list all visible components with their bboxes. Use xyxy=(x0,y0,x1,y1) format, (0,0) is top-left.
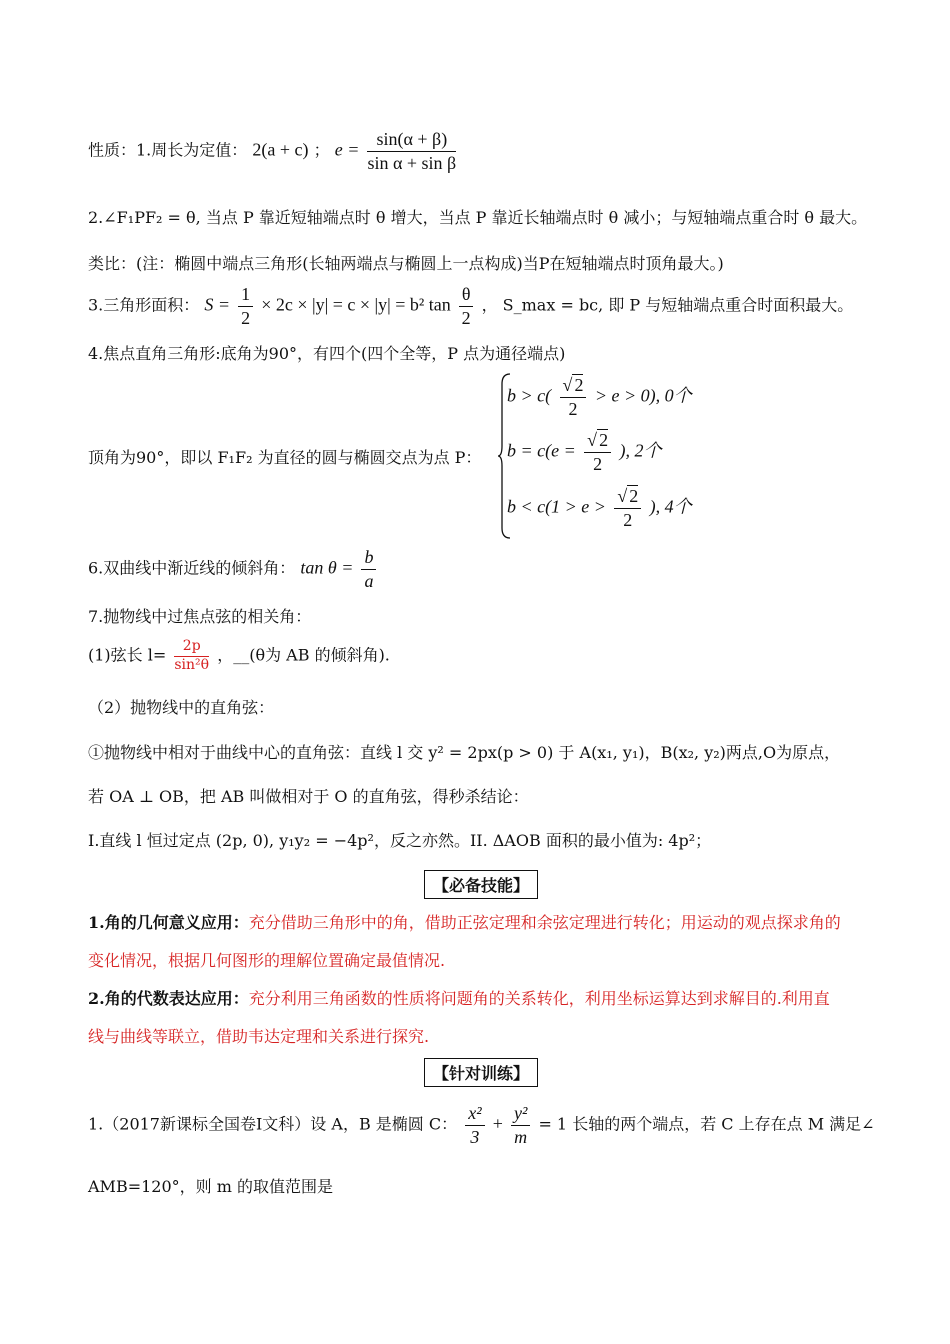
property-6: 6.双曲线中渐近线的倾斜角： tan θ = $\frac{b}{a}$ xyxy=(88,546,379,592)
analogy-note: 类比：(注：椭圆中端点三角形(长轴两端点与椭圆上一点构成)当P在短轴端点时顶角最大。) xyxy=(88,254,724,273)
right-chord-title: （2）抛物线中的直角弦： xyxy=(88,698,275,717)
property-2: 2.∠F₁PF₂ = θ, 当点 P 靠近短轴端点时 θ 增大，当点 P 靠近长轴端点时 θ 减小；与短轴端点重合时 θ 最大。 xyxy=(88,208,868,227)
question-1: 1.（2017新课标全国卷Ⅰ文科）设 A，B 是椭圆 C： $\frac{\text{x²}}{3}$ + $\frac{\text{y²}}{m}$ = 1 长轴的两个端点，若 C 上存在点 M 满足∠ xyxy=(88,1103,875,1147)
question-1-continued: AMB=120°，则 m 的取值范围是 xyxy=(88,1177,333,1196)
case-two-points: b = c(e = $\frac{√ 2}{2}$ ), 2个 xyxy=(507,430,662,474)
perimeter-formula: 2(a + c) xyxy=(252,139,309,160)
right-chord-line-3: I.直线 l 恒过定点 (2p, 0), y₁y₂ = −4p²，反之亦然。II. ΔAOB 面积的最小值为: 4p²； xyxy=(88,831,712,850)
skill-2: 2.角的代数表达应用：充分利用三角函数的性质将问题角的关系转化，利用坐标运算达到求解目的.利用直 xyxy=(88,989,830,1008)
property-1: 性质：1.周长为定值： 2(a + c) ； e = $\frac{\sin(\alpha + \beta)}{\text{sin α + sin β}}$ xyxy=(88,129,457,173)
chord-length: (1)弦长 l= $\frac{2p}{\text{sin²θ}}$ ，__(θ为 AB 的倾斜角). xyxy=(88,638,390,673)
property-7: 7.抛物线中过焦点弦的相关角： xyxy=(88,607,312,626)
right-chord-line-2: 若 OA ⊥ OB，把 AB 叫做相对于 O 的直角弦，得秒杀结论： xyxy=(88,787,529,806)
training-title: 【针对训练】 xyxy=(424,1058,538,1087)
skill-1-continued: 变化情况，根据几何图形的理解位置确定最值情况. xyxy=(88,951,446,970)
right-chord-line-1: ①抛物线中相对于曲线中心的直角弦：直线 l 交 y² = 2px(p > 0) 于 A(x₁, y₁)，B(x₂, y₂)两点,O为原点， xyxy=(88,743,841,762)
property-4: 4.焦点直角三角形:底角为90°，有四个(四个全等，P 点为通径端点) xyxy=(88,344,566,363)
skills-title: 【必备技能】 xyxy=(424,870,538,899)
case-zero-points: b > c( $\frac{√ 2}{2}$ > e > 0), 0个 xyxy=(507,375,692,419)
property-3: 3.三角形面积： S = $\frac{1}{2}$ × 2c × |y| = c × |y| = b² tan $\frac{\theta}{2}$ ， S_max = bc, 即 P 与短轴端点重合时面积最大。 xyxy=(88,284,854,328)
skill-1: 1.角的几何意义应用：充分借助三角形中的角，借助正弦定理和余弦定理进行转化；用运动的观点探求角的 xyxy=(88,913,841,932)
case-four-points: b < c(1 > e > $\frac{√ 2}{2}$ ), 4个 xyxy=(507,486,692,530)
skill-2-continued: 线与曲线等联立，借助韦达定理和关系进行探究. xyxy=(88,1027,430,1046)
chord-length-fraction: $\frac{2p}{\text{sin²θ}}$ xyxy=(174,638,210,673)
eccentricity-fraction: $\frac{\sin(\alpha + \beta)}{\text{sin α + sin β}}$ xyxy=(367,129,457,173)
apex-right-angle: 顶角为90°，即以 F₁F₂ 为直径的圆与椭圆交点为点 P： xyxy=(88,448,482,467)
